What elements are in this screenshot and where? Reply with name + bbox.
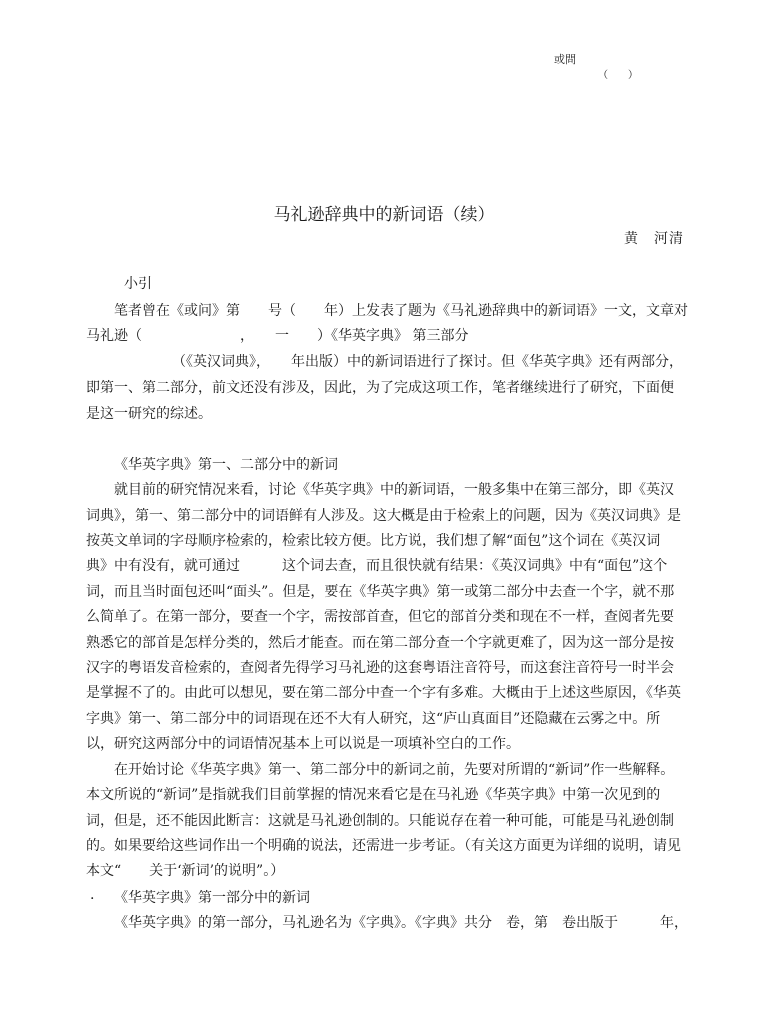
article-title: 马礼逊辞典中的新词语（续） — [273, 205, 495, 225]
paragraph-line: 汉字的粤语发音检索的，查阅者先得学习马礼逊的这套粤语注音符号，而这套注音符号一时半会 — [86, 660, 674, 676]
paragraph-line: 本文“ 关于‘新词’的说明”。） — [86, 863, 285, 879]
issue-number: （ ） — [598, 70, 638, 81]
section-heading: 《华英字典》第一、二部分中的新词 — [114, 457, 338, 473]
paragraph-line: 字典》第一、第二部分中的词语现在还不大有人研究，这“庐山真面目”还隐藏在云雾之中。所 — [86, 711, 661, 727]
paragraph-line: 的。如果要给这些词作出一个明确的说法，还需进一步考证。（有关这方面更为详细的说明，请见 — [86, 838, 681, 854]
intro-line: （《英汉词典》， 年出版）中的新词语进行了探讨。但《华英字典》还有两部分， — [172, 354, 683, 370]
paragraph-line: 词典》，第一、第二部分中的词语鲜有人涉及。这大概是由于检索上的问题，因为《英汉词典》是 — [86, 508, 681, 524]
paragraph-line: 按英文单词的字母顺序检索的，检索比较方便。比方说，我们想了解“面包”这个词在《英汉词 — [86, 533, 661, 549]
journal-name: 或問 — [554, 53, 576, 66]
section-marker: . — [90, 887, 95, 903]
paragraph-line: 就目前的研究情况来看，讨论《华英字典》中的新词语，一般多集中在第三部分，即《英汉 — [114, 482, 674, 498]
paragraph-line: 熟悉它的部首是怎样分类的，然后才能查。而在第二部分查一个字就更难了，因为这一部分是按 — [86, 635, 674, 651]
intro-line: 是这一研究的综述。 — [86, 406, 212, 422]
paragraph-line: 本文所说的“新词”是指就我们目前掌握的情况来看它是在马礼逊《华英字典》中第一次见到的 — [86, 787, 661, 803]
intro-line: 笔者曾在《或问》第 号（ 年）上发表了题为《马礼逊辞典中的新词语》一文，文章对 — [114, 303, 688, 319]
intro-line: 马礼逊（ ， 一 ）《华英字典》 第三部分 — [86, 328, 469, 344]
article-author: 黄 河清 — [624, 231, 684, 247]
paragraph-line: 典》中有没有，就可通过 这个词去查，而且很快就有结果：《英汉词典》中有“面包”这个 — [86, 558, 668, 574]
paragraph-line: 词，而且当时面包还叫“面头”。但是，要在《华英字典》第一或第二部分中去查一个字，就不那 — [86, 584, 675, 600]
intro-line: 即第一、第二部分，前文还没有涉及，因此，为了完成这项工作，笔者继续进行了研究，下面便 — [86, 380, 674, 396]
paragraph-line: 词，但是，还不能因此断言：这就是马礼逊创制的。只能说存在着一种可能，可能是马礼逊创制 — [86, 813, 674, 829]
paragraph-line: 《华英字典》的第一部分，马礼逊名为《字典》。《字典》共分 卷，第 卷出版于 年， — [114, 915, 688, 931]
section-heading: 《华英字典》第一部分中的新词 — [114, 890, 310, 906]
paragraph-line: 是掌握不了的。由此可以想见，要在第二部分中查一个字有多难。大概由于上述这些原因，《华英 — [86, 685, 681, 701]
paragraph-line: 么简单了。在第一部分，要查一个字，需按部首查，但它的部首分类和现在不一样，查阅者先要 — [86, 609, 674, 625]
paragraph-line: 以，研究这两部分中的词语情况基本上可以说是一项填补空白的工作。 — [86, 736, 520, 752]
paragraph-line: 在开始讨论《华英字典》第一、第二部分中的新词之前，先要对所谓的“新词”作一些解释。 — [114, 762, 675, 778]
intro-heading: 小引 — [124, 276, 152, 292]
